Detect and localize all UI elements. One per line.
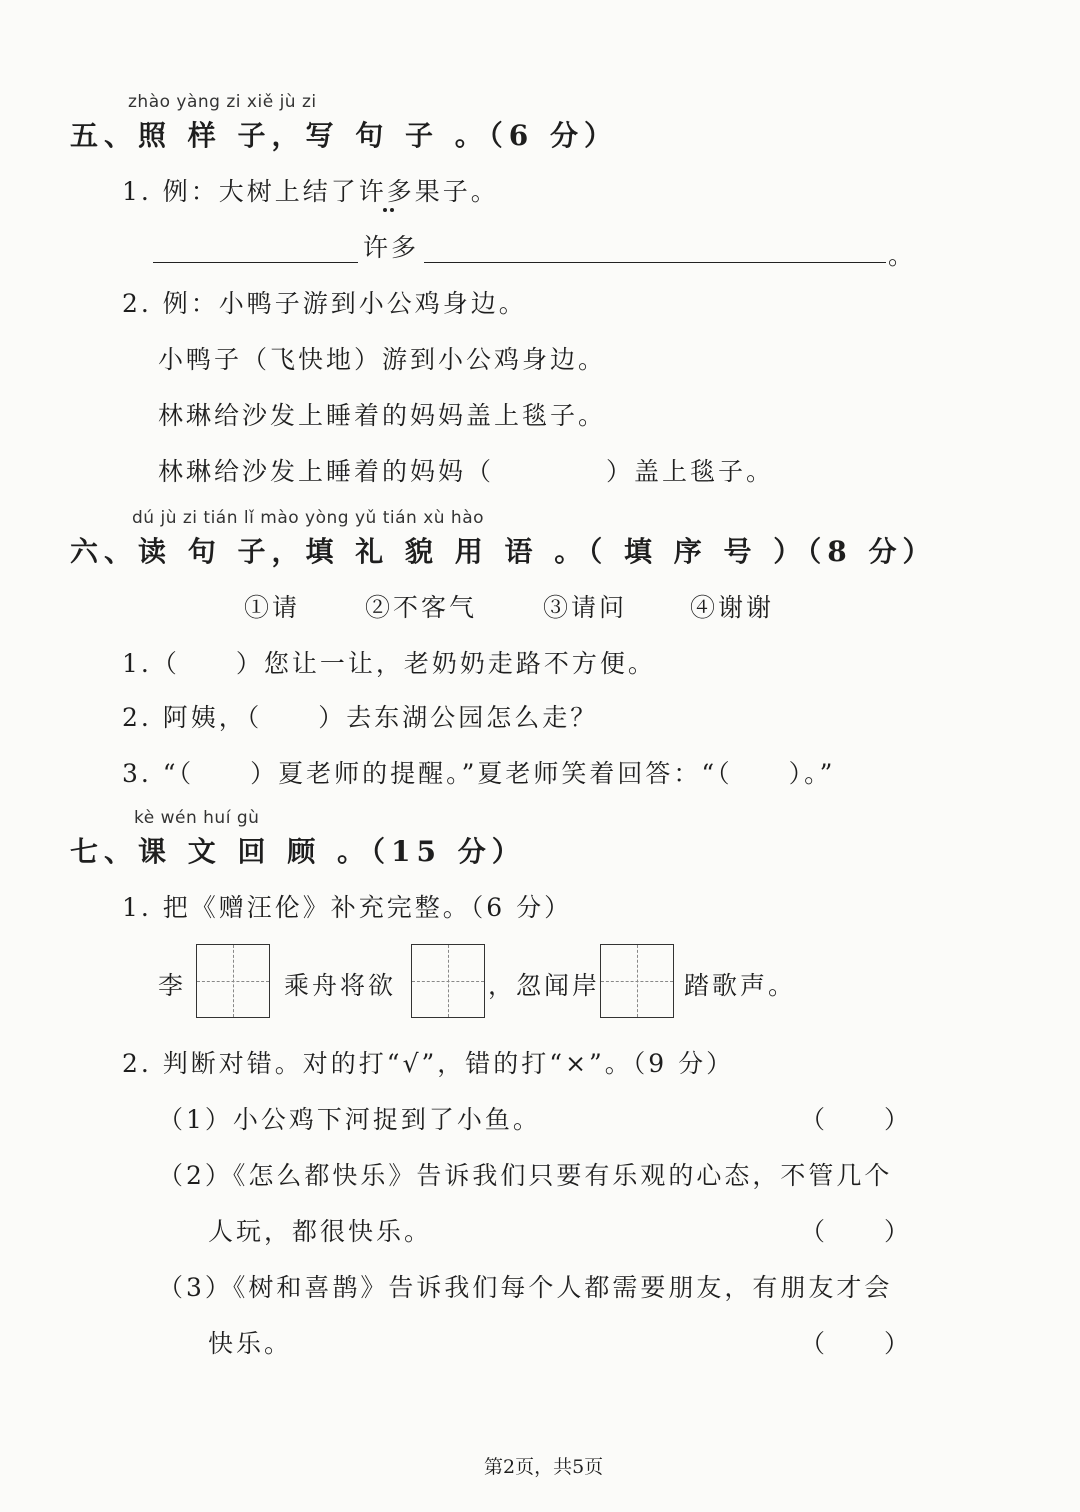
s7-q1: 1. 把《赠汪伦》补充完整。（6 分）	[122, 893, 573, 922]
s6-option-4: ④谢谢	[690, 593, 775, 622]
s5-q2-sentence: 林琳给沙发上睡着的妈妈盖上毯子。	[158, 401, 607, 430]
s5-q1-blank-right[interactable]	[424, 262, 886, 263]
s6-option-3: ③请问	[543, 593, 628, 622]
emphasis-dot	[390, 208, 394, 212]
page-number: 第2页，共5页	[484, 1456, 604, 1478]
judge-2-line2: 人玩，都很快乐。	[208, 1217, 433, 1246]
s7-q2: 2. 判断对错。对的打“√”，错的打“×”。（9 分）	[122, 1049, 735, 1078]
judge-3-line1: （3）《树和喜鹊》告诉我们每个人都需要朋友，有朋友才会	[158, 1273, 893, 1302]
s6-q2[interactable]: 2. 阿姨，（ ）去东湖公园怎么走？	[122, 703, 599, 732]
section7-pinyin: kè wén huí gù	[134, 808, 260, 828]
s6-q1[interactable]: 1.（ ）您让一让，老奶奶走路不方便。	[122, 649, 656, 678]
judge-3-line2: 快乐。	[208, 1329, 293, 1358]
section5-title: 五、照 样 子，写 句 子 。（6 分）	[70, 119, 618, 152]
judge-1-answer[interactable]: （ ）	[800, 1105, 913, 1134]
section6-title: 六、读 句 子，填 礼 貌 用 语 。（ 填 序 号 ）（8 分）	[70, 535, 937, 568]
s6-option-2: ②不客气	[365, 593, 478, 622]
writing-grid-3[interactable]	[600, 944, 674, 1018]
s6-q3[interactable]: 3. “（ ）夏老师的提醒。”夏老师笑着回答：“（ ）。”	[122, 759, 836, 788]
emphasis-dot	[383, 208, 387, 212]
s5-q1-blank-left[interactable]	[153, 262, 358, 263]
judge-3-answer[interactable]: （ ）	[800, 1329, 913, 1358]
s5-q1-mid: 许多	[363, 233, 420, 262]
s5-q1-example: 1. 例：大树上结了许多果子。	[122, 177, 499, 206]
section5-pinyin: zhào yàng zi xiě jù zi	[128, 92, 317, 112]
judge-2-answer[interactable]: （ ）	[800, 1217, 913, 1246]
poem-part-c: ，忽闻岸	[488, 971, 601, 1000]
writing-grid-1[interactable]	[196, 944, 270, 1018]
section6-pinyin: dú jù zi tián lǐ mào yòng yǔ tián xù hào	[132, 508, 485, 528]
poem-part-d: 踏歌声。	[684, 971, 797, 1000]
s5-q1-end: 。	[888, 241, 917, 270]
poem-part-b: 乘舟将欲	[284, 971, 397, 1000]
s5-q2-example: 2. 例：小鸭子游到小公鸡身边。	[122, 289, 527, 318]
poem-part-a: 李	[158, 971, 187, 1000]
s6-option-1: ①请	[244, 593, 301, 622]
judge-2-line1: （2）《怎么都快乐》告诉我们只要有乐观的心态，不管几个	[158, 1161, 893, 1190]
s5-q2-fill[interactable]: 林琳给沙发上睡着的妈妈（ ）盖上毯子。	[158, 457, 775, 486]
judge-1: （1）小公鸡下河捉到了小鱼。	[158, 1105, 541, 1134]
section7-title: 七、课 文 回 顾 。（15 分）	[70, 835, 526, 868]
writing-grid-2[interactable]	[411, 944, 485, 1018]
s5-q2-example-b: 小鸭子（飞快地）游到小公鸡身边。	[158, 345, 607, 374]
